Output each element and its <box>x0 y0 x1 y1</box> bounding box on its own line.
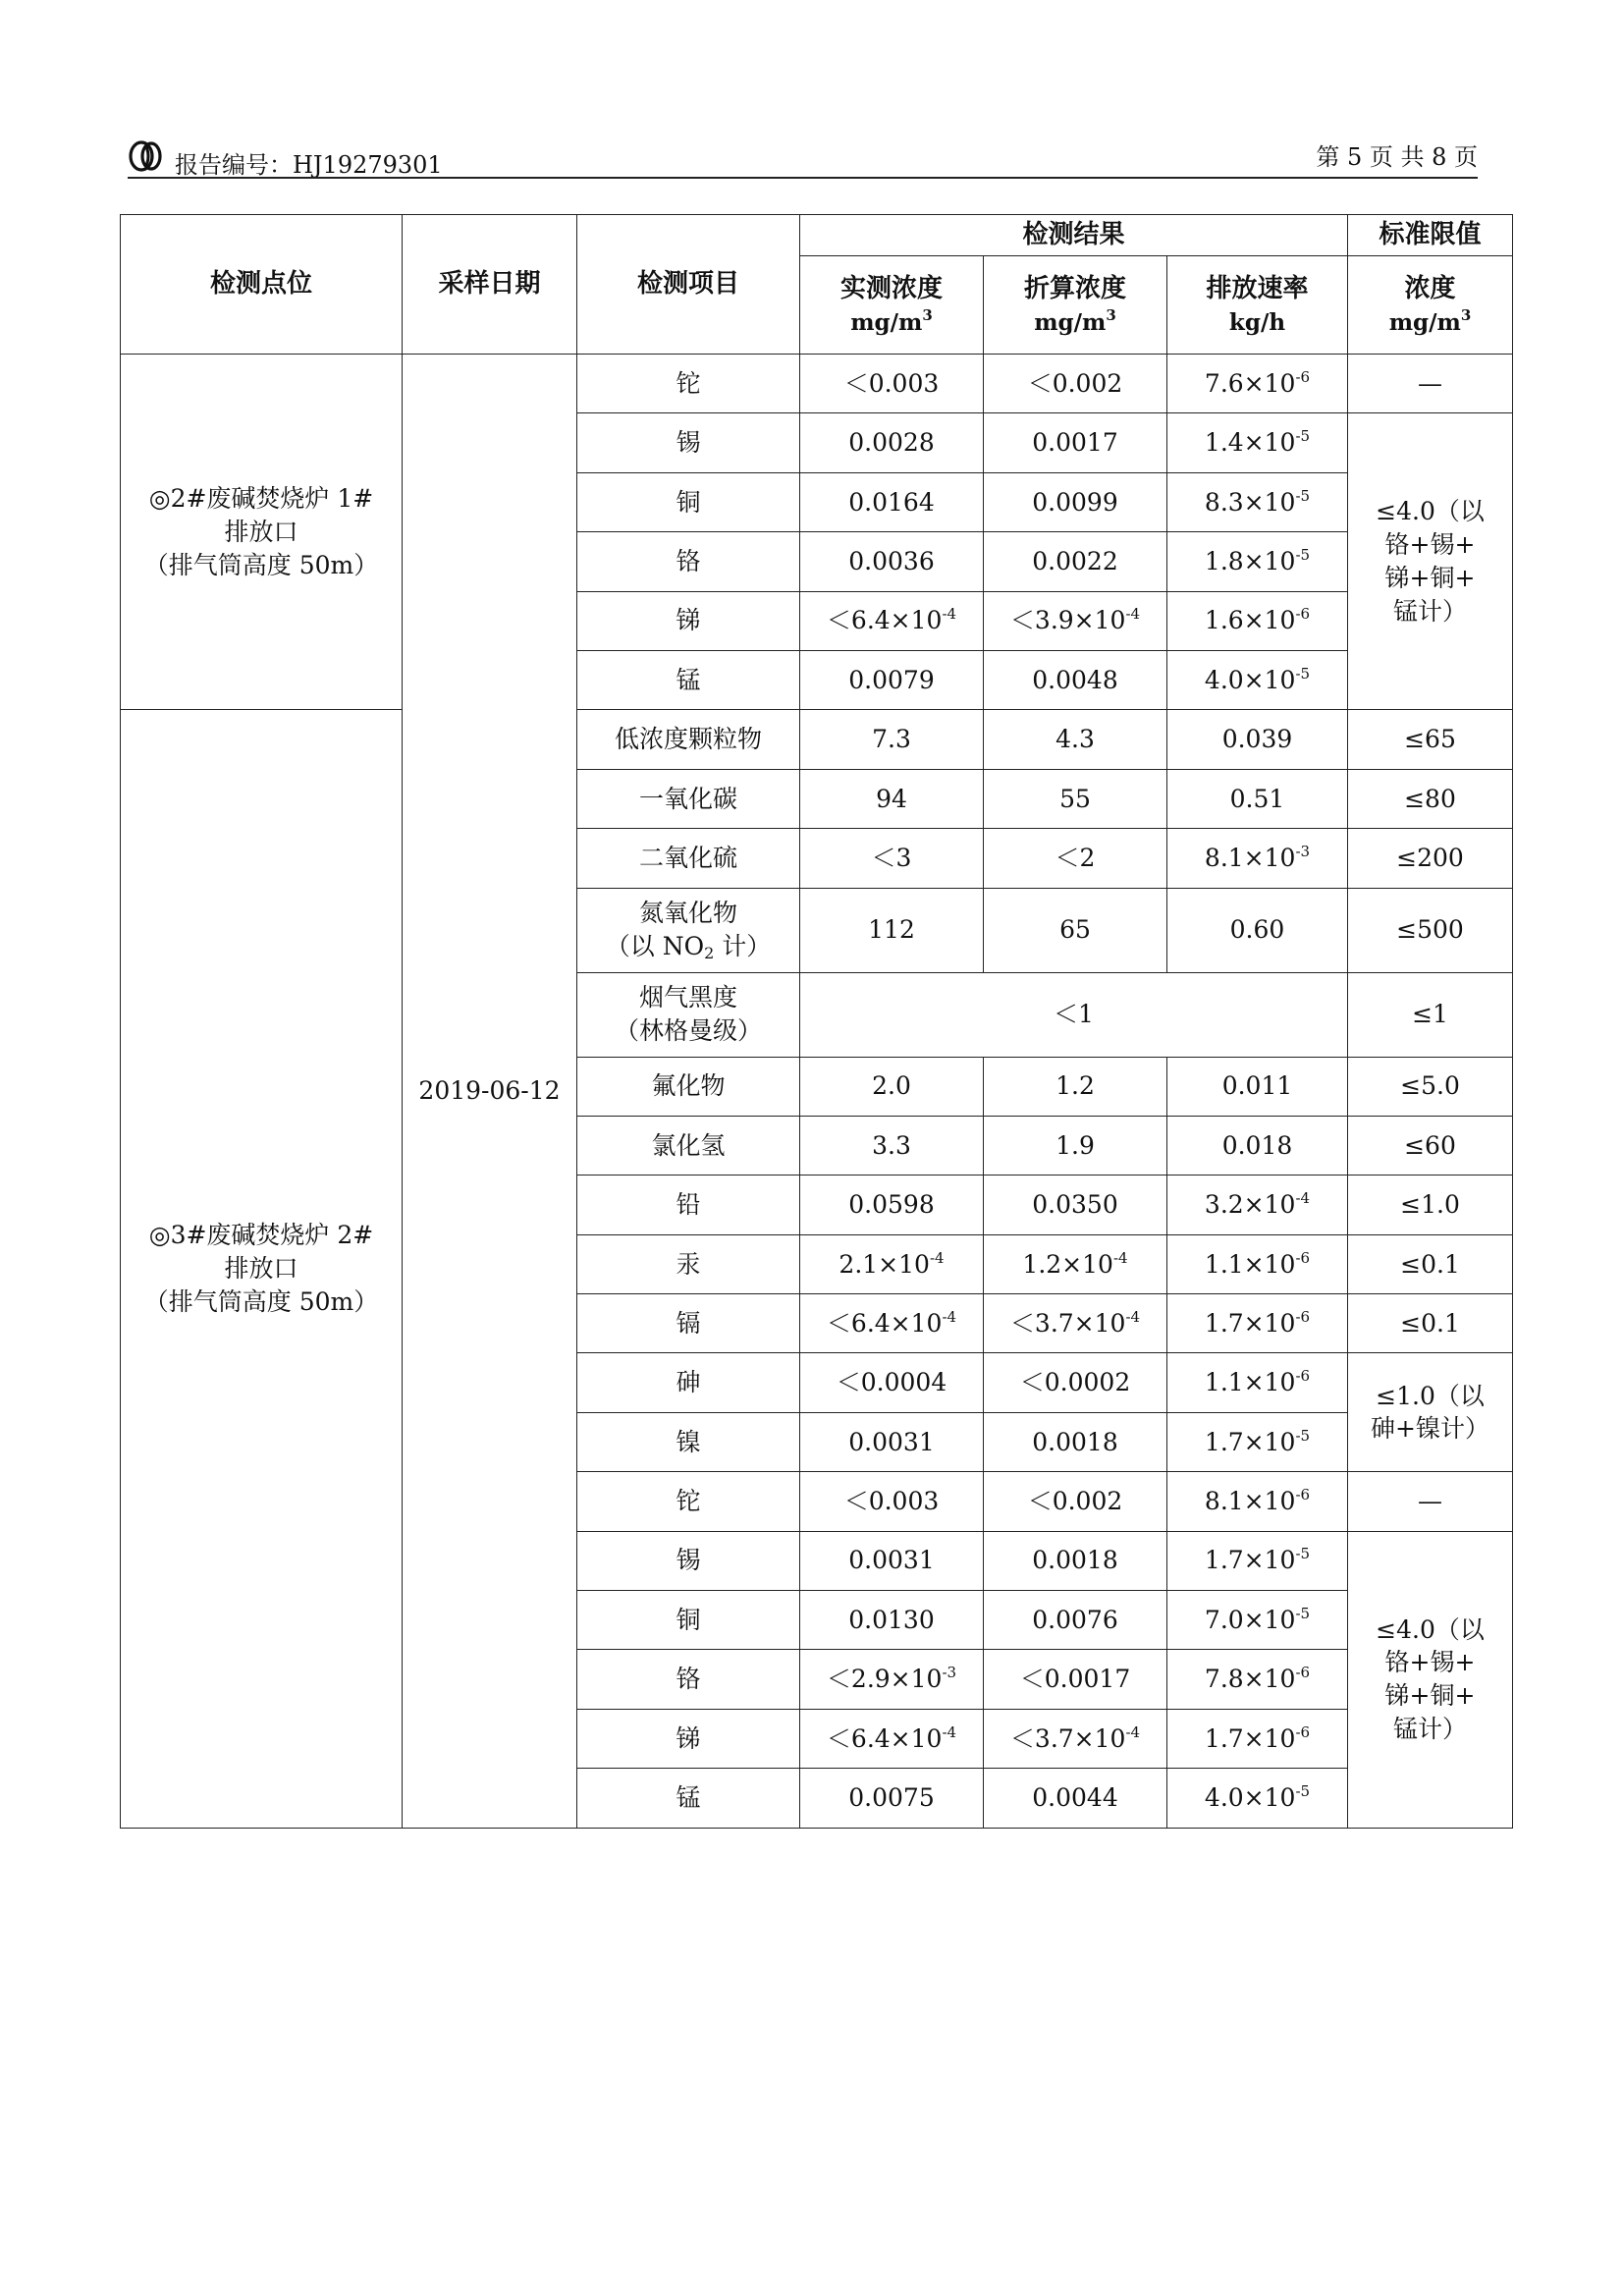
col-standard-group: 标准限值 <box>1348 215 1513 256</box>
site-1-cell: ◎2#废碱焚烧炉 1# 排放口 （排气筒高度 50m） <box>121 355 403 710</box>
table-cell: 烟气黑度 （林格曼级） <box>577 972 800 1057</box>
table-cell: $1.6\times 10^{-6}$ <box>1167 591 1348 650</box>
table-cell: 0.0350 <box>984 1175 1167 1234</box>
col-site: 检测点位 <box>121 215 403 355</box>
table-cell: ≤1 <box>1348 972 1513 1057</box>
table-cell: $8.1\times 10^{-6}$ <box>1167 1472 1348 1531</box>
table-cell: ≤0.1 <box>1348 1294 1513 1353</box>
table-cell: 55 <box>984 769 1167 828</box>
table-cell: 二氧化硫 <box>577 829 800 888</box>
table-cell: ＜0.0017 <box>984 1650 1167 1709</box>
table-cell: $1.2\times 10^{-4}$ <box>984 1234 1167 1293</box>
table-cell: ≤5.0 <box>1348 1057 1513 1116</box>
table-cell: 0.51 <box>1167 769 1348 828</box>
table-cell: ＜0.002 <box>984 355 1167 413</box>
table-cell: 铬 <box>577 532 800 591</box>
col-rate: 排放速率 kg/h <box>1167 256 1348 355</box>
table-cell: 3.3 <box>800 1116 984 1175</box>
table-cell: $<6.4\times 10^{-4}$ <box>800 1294 984 1353</box>
table-cell: 0.0075 <box>800 1769 984 1828</box>
table-cell: $1.7\times 10^{-5}$ <box>1167 1531 1348 1590</box>
table-cell: 镉 <box>577 1294 800 1353</box>
table-cell: 0.0017 <box>984 413 1167 472</box>
table-cell: $<3.9\times 10^{-4}$ <box>984 591 1167 650</box>
table-cell: $2.1\times 10^{-4}$ <box>800 1234 984 1293</box>
table-cell: ＜2 <box>984 829 1167 888</box>
table-cell: 0.0076 <box>984 1591 1167 1650</box>
table-cell: 氯化氢 <box>577 1116 800 1175</box>
table-cell: 铊 <box>577 1472 800 1531</box>
table-cell: 1.9 <box>984 1116 1167 1175</box>
table-cell: 锡 <box>577 413 800 472</box>
table-cell: $1.7\times 10^{-6}$ <box>1167 1709 1348 1768</box>
table-cell: 0.0048 <box>984 650 1167 709</box>
table-cell: 0.011 <box>1167 1057 1348 1116</box>
table-cell: $8.1\times 10^{-3}$ <box>1167 829 1348 888</box>
table-cell: 0.0164 <box>800 472 984 531</box>
table-cell: 0.0018 <box>984 1412 1167 1471</box>
table-cell: 0.0022 <box>984 532 1167 591</box>
table-cell: 铜 <box>577 1591 800 1650</box>
table-cell: $<2.9\times 10^{-3}$ <box>800 1650 984 1709</box>
company-logo-icon <box>128 139 167 173</box>
table-cell: $1.1\times 10^{-6}$ <box>1167 1234 1348 1293</box>
page-header <box>128 137 1478 181</box>
table-cell: 0.60 <box>1167 888 1348 972</box>
table-cell: $<6.4\times 10^{-4}$ <box>800 591 984 650</box>
col-measured: 实测浓度 $mg/m^3$ <box>800 256 984 355</box>
table-cell: — <box>1348 1472 1513 1531</box>
col-limit: 浓度 $mg/m^3$ <box>1348 256 1513 355</box>
table-cell: $<3.7\times 10^{-4}$ <box>984 1294 1167 1353</box>
table-cell: $7.6\times 10^{-6}$ <box>1167 355 1348 413</box>
table-cell: 锡 <box>577 1531 800 1590</box>
table-cell: 汞 <box>577 1234 800 1293</box>
table-cell: $<6.4\times 10^{-4}$ <box>800 1709 984 1768</box>
emission-test-table <box>120 214 1513 1829</box>
table-cell: 铜 <box>577 472 800 531</box>
table-cell: 0.0031 <box>800 1531 984 1590</box>
table-cell: ≤65 <box>1348 710 1513 769</box>
table-cell: 7.3 <box>800 710 984 769</box>
table-row <box>121 355 1513 413</box>
table-cell: $3.2\times 10^{-4}$ <box>1167 1175 1348 1234</box>
report-number: 报告编号：HJ19279301 <box>175 151 443 179</box>
table-cell: 一氧化碳 <box>577 769 800 828</box>
table-cell: ≤500 <box>1348 888 1513 972</box>
table-cell: 0.0099 <box>984 472 1167 531</box>
header-rule <box>128 177 1478 179</box>
table-cell: 铅 <box>577 1175 800 1234</box>
site-2-cell: ◎3#废碱焚烧炉 2# 排放口 （排气筒高度 50m） <box>121 710 403 1828</box>
table-cell: 0.0598 <box>800 1175 984 1234</box>
table-cell: ＜1 <box>800 972 1348 1057</box>
table-cell: ≤1.0 <box>1348 1175 1513 1234</box>
group-limit-1: ≤4.0（以 铬+锡+ 锑+铜+ 锰计） <box>1348 413 1513 710</box>
col-converted: 折算浓度 $mg/m^3$ <box>984 256 1167 355</box>
table-cell: 0.0028 <box>800 413 984 472</box>
table-cell: ≤200 <box>1348 829 1513 888</box>
table-cell: $7.8\times 10^{-6}$ <box>1167 1650 1348 1709</box>
table-cell: 112 <box>800 888 984 972</box>
col-date: 采样日期 <box>403 215 577 355</box>
group-limit-as-ni: ≤1.0（以 砷+镍计） <box>1348 1353 1513 1472</box>
table-cell: 锑 <box>577 1709 800 1768</box>
table-cell: 0.0044 <box>984 1769 1167 1828</box>
table-cell: $1.7\times 10^{-5}$ <box>1167 1412 1348 1471</box>
table-cell: ≤0.1 <box>1348 1234 1513 1293</box>
table-cell: 1.2 <box>984 1057 1167 1116</box>
table-cell: 锑 <box>577 591 800 650</box>
table-cell: 94 <box>800 769 984 828</box>
table-cell: 0.0079 <box>800 650 984 709</box>
table-cell: ＜0.003 <box>800 1472 984 1531</box>
table-cell: ＜0.0004 <box>800 1353 984 1412</box>
table-cell: ＜0.0002 <box>984 1353 1167 1412</box>
table-cell: 镍 <box>577 1412 800 1471</box>
group-limit-2: ≤4.0（以 铬+锡+ 锑+铜+ 锰计） <box>1348 1531 1513 1828</box>
table-cell: $1.1\times 10^{-6}$ <box>1167 1353 1348 1412</box>
table-cell: $1.7\times 10^{-6}$ <box>1167 1294 1348 1353</box>
table-cell: 0.0036 <box>800 532 984 591</box>
table-cell: $4.0\times 10^{-5}$ <box>1167 1769 1348 1828</box>
table-cell: ＜0.003 <box>800 355 984 413</box>
table-cell: $4.0\times 10^{-5}$ <box>1167 650 1348 709</box>
table-cell: 铬 <box>577 1650 800 1709</box>
table-cell: $1.4\times 10^{-5}$ <box>1167 413 1348 472</box>
table-cell: — <box>1348 355 1513 413</box>
table-cell: ≤60 <box>1348 1116 1513 1175</box>
table-cell: 氮氧化物 （以 $NO_2$ 计） <box>577 888 800 972</box>
col-results-group: 检测结果 <box>800 215 1348 256</box>
table-cell: ＜0.002 <box>984 1472 1167 1531</box>
header-row-1 <box>121 215 1513 256</box>
table-cell: 0.0031 <box>800 1412 984 1471</box>
table-row <box>121 710 1513 769</box>
table-cell: ＜3 <box>800 829 984 888</box>
table-cell: 2.0 <box>800 1057 984 1116</box>
table-cell: 4.3 <box>984 710 1167 769</box>
table-cell: $8.3\times 10^{-5}$ <box>1167 472 1348 531</box>
table-cell: 锰 <box>577 1769 800 1828</box>
table-cell: 铊 <box>577 355 800 413</box>
table-cell: 0.0018 <box>984 1531 1167 1590</box>
table-cell: 低浓度颗粒物 <box>577 710 800 769</box>
col-item: 检测项目 <box>577 215 800 355</box>
table-cell: 0.0130 <box>800 1591 984 1650</box>
table-cell: 氟化物 <box>577 1057 800 1116</box>
table-cell: $7.0\times 10^{-5}$ <box>1167 1591 1348 1650</box>
table-cell: $1.8\times 10^{-5}$ <box>1167 532 1348 591</box>
table-cell: 65 <box>984 888 1167 972</box>
sample-date-cell: 2019-06-12 <box>403 355 577 1829</box>
table-cell: 0.018 <box>1167 1116 1348 1175</box>
table-cell: 砷 <box>577 1353 800 1412</box>
table-cell: ≤80 <box>1348 769 1513 828</box>
page-number: 第 5 页 共 8 页 <box>1316 143 1478 171</box>
table-cell: 0.039 <box>1167 710 1348 769</box>
table-cell: 锰 <box>577 650 800 709</box>
table-cell: $<3.7\times 10^{-4}$ <box>984 1709 1167 1768</box>
